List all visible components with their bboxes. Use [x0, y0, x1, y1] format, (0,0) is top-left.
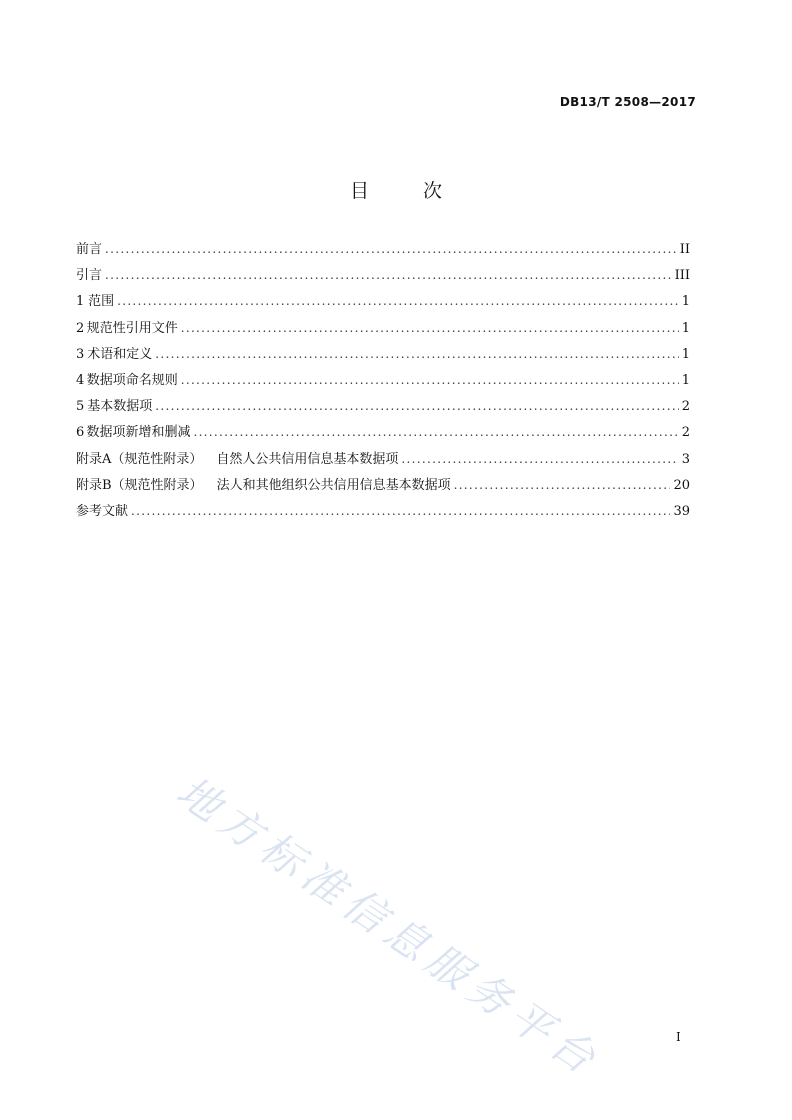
dot-leader — [193, 419, 678, 445]
toc-entry-page: 1 — [681, 294, 690, 310]
title-char-2: 次 — [423, 180, 443, 202]
page-title — [0, 176, 792, 203]
toc-entry-number: 1 — [76, 294, 85, 310]
toc-entry-normative-references[interactable] — [76, 315, 690, 341]
toc-entry-number: 5 — [76, 399, 85, 415]
dot-leader — [401, 446, 678, 472]
appendix-title: 自然人公共信用信息基本数据项 — [216, 451, 399, 467]
toc-entry-scope[interactable] — [76, 288, 690, 314]
toc-entry-page: III — [674, 268, 690, 284]
dot-leader — [155, 393, 678, 419]
toc-entry-label: 数据项命名规则 — [86, 372, 178, 388]
toc-entry-page: 1 — [681, 372, 690, 388]
toc-entry-page: 2 — [681, 425, 690, 441]
page-number: I — [676, 1030, 681, 1044]
toc-entry-page: 1 — [681, 320, 690, 336]
toc-entry-number: 4 — [76, 372, 85, 388]
toc-entry-number: 3 — [76, 346, 85, 362]
dot-leader — [105, 236, 677, 262]
dot-leader — [105, 262, 672, 288]
toc-entry-label — [76, 447, 398, 473]
toc-entry-page: 39 — [673, 503, 690, 519]
toc-entry-bibliography[interactable] — [76, 498, 690, 524]
toc-entry-label: 引言 — [76, 268, 103, 284]
toc-entry-label: 范围 — [88, 294, 115, 310]
toc-entry-basic-data-items[interactable] — [76, 393, 690, 419]
toc-entry-naming-rules[interactable] — [76, 367, 690, 393]
dot-leader — [131, 498, 670, 524]
toc-entry-label: 规范性引用文件 — [86, 320, 178, 336]
toc-entry-appendix-a[interactable] — [76, 446, 690, 472]
toc-entry-page: 1 — [681, 346, 690, 362]
toc-entry-label: 基本数据项 — [87, 399, 153, 415]
toc-entry-foreword[interactable] — [76, 236, 690, 262]
toc-entry-label: 前言 — [76, 242, 103, 257]
dot-leader — [155, 341, 678, 367]
toc-entry-page: 3 — [681, 451, 690, 467]
appendix-label: 附录A（规范性附录） — [76, 451, 203, 467]
dot-leader — [181, 315, 679, 341]
dot-leader — [181, 367, 679, 393]
toc-entry-introduction[interactable] — [76, 262, 690, 288]
toc-entry-label — [76, 473, 451, 499]
document-code: DB13/T 2508—2017 — [559, 95, 696, 109]
dot-leader — [454, 472, 671, 498]
toc-entry-page: 2 — [681, 399, 690, 415]
dot-leader — [117, 288, 679, 314]
toc-entry-add-remove-items[interactable] — [76, 419, 690, 445]
table-of-contents — [76, 236, 690, 524]
toc-entry-label: 术语和定义 — [87, 346, 153, 362]
appendix-label: 附录B（规范性附录） — [76, 477, 203, 493]
title-char-1: 目 — [349, 180, 369, 202]
toc-entry-number: 2 — [76, 320, 85, 336]
toc-entry-page: 20 — [673, 477, 690, 493]
toc-entry-page: II — [679, 242, 690, 257]
toc-entry-label: 参考文献 — [76, 503, 129, 519]
toc-entry-number: 6 — [76, 425, 85, 441]
watermark: 地方标准信息服务平台 — [168, 766, 611, 1087]
toc-entry-label: 数据项新增和删减 — [86, 425, 191, 441]
toc-entry-terms[interactable] — [76, 341, 690, 367]
appendix-title: 法人和其他组织公共信用信息基本数据项 — [216, 477, 451, 493]
toc-entry-appendix-b[interactable] — [76, 472, 690, 498]
